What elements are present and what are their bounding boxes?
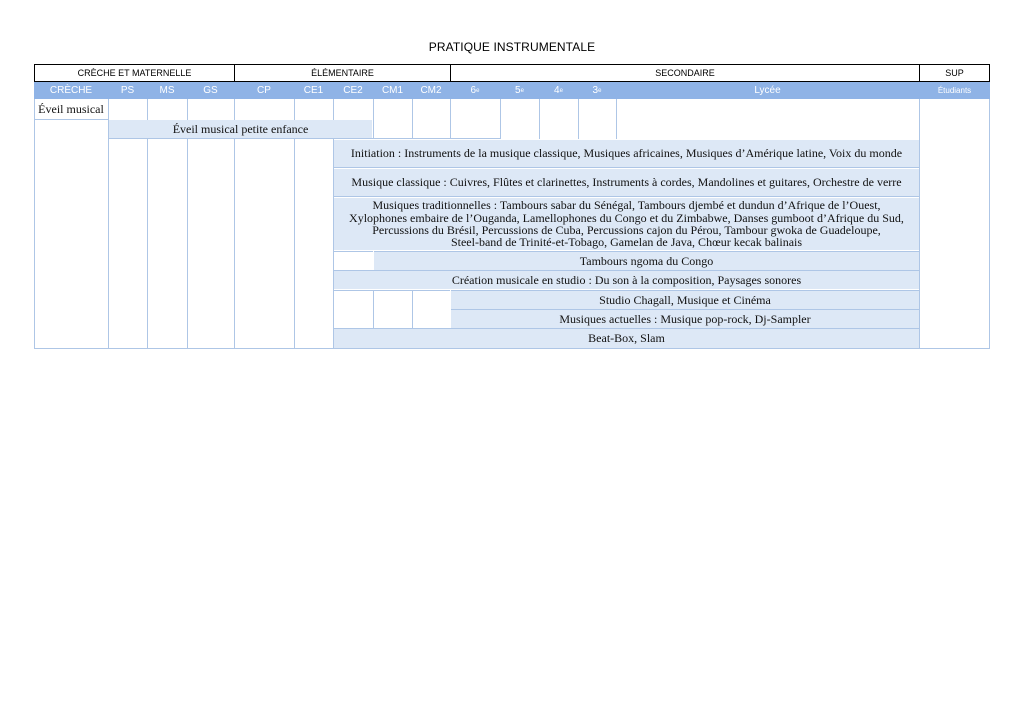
- activity-label: Musique classique : Cuivres, Flûtes et clarinettes, Instruments à cordes, Mandolines et guitares, Orchestre de verre: [351, 175, 902, 190]
- level-lycee: [616, 82, 919, 99]
- grid-line: [451, 309, 919, 310]
- level-cm2: [412, 82, 450, 99]
- ordinal-suffix: e: [520, 87, 524, 94]
- level-label: 4: [554, 85, 560, 96]
- grid-line: [919, 99, 920, 349]
- activity-label: Studio Chagall, Musique et Cinéma: [599, 292, 771, 307]
- level-4e: [539, 82, 578, 99]
- level-label: MS: [159, 85, 175, 96]
- grid-line: [373, 290, 374, 329]
- level-etudiants: [919, 82, 990, 99]
- activity-label-line: Steel-band de Trinité-et-Tobago, Gamelan de Java, Chœur kecak balinais: [450, 235, 803, 250]
- grid-line: [616, 99, 617, 139]
- group-creche-maternelle: [34, 64, 235, 82]
- grid-line: [374, 251, 919, 252]
- level-label: 3: [592, 85, 599, 96]
- level-label: CP: [257, 85, 271, 96]
- level-label: CE1: [303, 85, 324, 96]
- level-label: Lycée: [754, 85, 781, 96]
- level-label: CE2: [343, 85, 363, 96]
- level-label: CRÈCHE: [49, 85, 93, 96]
- activity-label: Musiques actuelles : Musique pop-rock, Dj-Sampler: [559, 311, 811, 326]
- level-cm1: [373, 82, 412, 99]
- level-cp: [234, 82, 294, 99]
- activity-creation-musicale: [334, 271, 919, 289]
- grid-line: [500, 99, 501, 139]
- grid-line: [333, 251, 373, 252]
- grid-line: [989, 99, 990, 349]
- group-label: SUP: [945, 68, 964, 78]
- grid-line: [333, 290, 450, 291]
- ordinal-suffix: e: [559, 87, 563, 94]
- grid-line: [451, 290, 919, 291]
- activity-studio-chagall: [451, 291, 919, 309]
- level-ce2: [333, 82, 373, 99]
- grid-line: [450, 99, 451, 139]
- grid-line: [108, 138, 500, 139]
- activity-label: Initiation : Instruments de la musique classique, Musiques africaines, Musiques d’Amérique latine, Voix du monde: [350, 146, 903, 161]
- grid-line: [34, 119, 108, 120]
- group-label: SECONDAIRE: [655, 68, 715, 78]
- grid-line: [334, 328, 919, 329]
- activity-label: Création musicale en studio : Du son à la composition, Paysages sonores: [451, 272, 802, 287]
- level-label: PS: [120, 85, 135, 96]
- grid-line: [539, 99, 540, 139]
- activity-label: Éveil musical: [38, 101, 104, 116]
- activity-label: Éveil musical petite enfance: [172, 121, 309, 136]
- activity-musiques-actuelles: [451, 310, 919, 328]
- group-label: CRÈCHE ET MATERNELLE: [77, 68, 192, 78]
- level-ce1: [294, 82, 333, 99]
- group-label: ÉLÉMENTAIRE: [311, 68, 374, 78]
- level-3e: [578, 82, 616, 99]
- activity-eveil-petite-enfance: [109, 120, 372, 138]
- grid-line: [334, 196, 919, 197]
- level-label: 6: [470, 85, 477, 96]
- activity-label-line: Xylophones embaire de l’Ouganda, Lamellophones du Congo et du Zimbabwe, Danses gumboot d’Afrique du Sud,: [349, 210, 904, 225]
- activity-label-line: Percussions du Brésil, Percussions de Cuba, Percussions cajon du Pérou, Tambour gwoka de Guadeloupe,: [372, 223, 881, 237]
- level-5e: [500, 82, 539, 99]
- grid-line: [578, 99, 579, 139]
- ordinal-suffix: e: [598, 87, 602, 94]
- grid-line: [412, 99, 413, 139]
- activity-tambours-ngoma: [374, 252, 919, 270]
- ordinal-suffix: e: [476, 87, 480, 94]
- activity-initiation: [334, 140, 919, 167]
- activity-label-line: Musiques traditionnelles : Tambours sabar du Sénégal, Tambours djembé et dundun d’Afrique de l’Ouest,: [372, 198, 881, 213]
- level-label: Étudiants: [937, 86, 972, 95]
- activity-label: Beat-Box, Slam: [588, 331, 665, 346]
- group-sup: [919, 64, 990, 82]
- grid-line: [334, 167, 919, 168]
- grid-line: [34, 99, 35, 349]
- level-label: CM1: [381, 85, 404, 96]
- level-gs: [187, 82, 234, 99]
- grid-line: [373, 99, 374, 139]
- activity-eveil-musical: [35, 100, 107, 118]
- activity-musique-classique: [334, 169, 919, 196]
- level-label: CM2: [420, 85, 442, 96]
- page-title: PRATIQUE INSTRUMENTALE: [428, 40, 596, 54]
- group-secondaire: [450, 64, 920, 82]
- activity-beat-box-slam: [334, 329, 919, 348]
- grid-line: [412, 290, 413, 329]
- level-ms: [147, 82, 187, 99]
- grid-line: [34, 348, 990, 349]
- level-creche: [34, 82, 108, 99]
- level-label: GS: [203, 85, 218, 96]
- level-ps: [108, 82, 147, 99]
- level-label: 5: [515, 85, 521, 96]
- group-elementaire: [234, 64, 451, 82]
- grid-line: [334, 270, 919, 271]
- level-6e: [450, 82, 500, 99]
- activity-label: Tambours ngoma du Congo: [579, 253, 714, 268]
- activity-musiques-traditionnelles: [334, 198, 919, 250]
